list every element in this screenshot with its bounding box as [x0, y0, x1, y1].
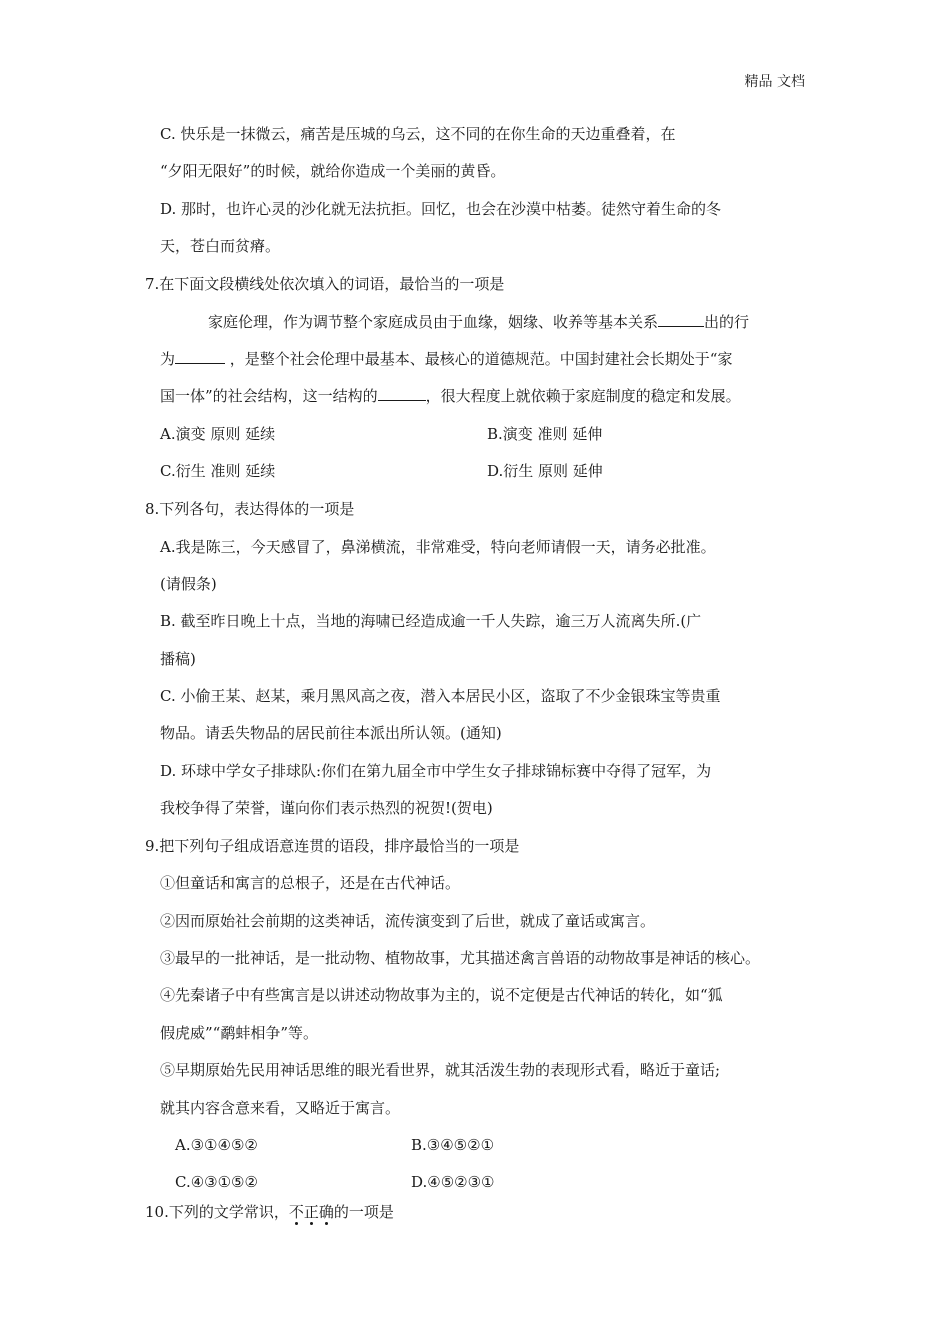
q7-passage-text: ，是整个社会伦理中最基本、最核心的道德规范。中国封建社会长期处于“家 — [229, 350, 733, 368]
q7-passage-text: 国一体”的社会结构，这一结构的 — [160, 387, 378, 405]
q7-passage-line1 — [208, 312, 749, 332]
q9-sentence-5-line2: 就其内容含意来看，又略近于寓言。 — [160, 1099, 401, 1117]
q7-passage-text: 家庭伦理，作为调节整个家庭成员由于血缘，姻缘、收养等基本关系 — [208, 313, 659, 331]
q7-option-b: B.演变 准则 延伸 — [487, 425, 603, 443]
q7-passage-text: 出的行 — [704, 313, 750, 331]
q8-option-a-line1: A.我是陈三，今天感冒了，鼻涕横流，非常难受，特向老师请假一天，请务必批准。 — [160, 538, 716, 556]
q6-option-c-line1: C. 快乐是一抹微云，痛苦是压城的乌云，这不同的在你生命的天边重叠着，在 — [160, 125, 676, 143]
q9-option-b: B.③④⑤②① — [411, 1136, 495, 1154]
q8-option-d-line2: 我校争得了荣誉，谨向你们表示热烈的祝贺!(贺电) — [160, 799, 493, 817]
q9-sentence-5-line1: ⑤早期原始先民用神话思维的眼光看世界，就其活泼生勃的表现形式看，略近于童话; — [160, 1061, 721, 1079]
q9-sentence-4-line1: ④先秦诸子中有些寓言是以讲述动物故事为主的，说不定便是古代神话的转化，如“狐 — [160, 986, 723, 1004]
q7-passage-line3 — [160, 386, 741, 406]
q10-stem-text: 10.下列的文学常识， — [145, 1203, 289, 1221]
q9-sentence-2: ②因而原始社会前期的这类神话，流传演变到了后世，就成了童话或寓言。 — [160, 912, 656, 930]
q9-option-c: C.④③①⑤② — [175, 1173, 258, 1191]
q8-option-c-line1: C. 小偷王某、赵某，乘月黑风高之夜，潜入本居民小区，盗取了不少金银珠宝等贵重 — [160, 687, 721, 705]
fill-blank-3 — [378, 386, 426, 401]
q9-sentence-1: ①但童话和寓言的总根子，还是在古代神话。 — [160, 874, 461, 892]
q7-option-c: C.衍生 准则 延续 — [160, 462, 276, 480]
q7-option-d: D.衍生 原则 延伸 — [487, 462, 603, 480]
fill-blank-1 — [658, 312, 704, 327]
q8-option-a-line2: (请假条) — [160, 575, 217, 593]
q9-stem: 9.把下列句子组成语意连贯的语段，排序最恰当的一项是 — [145, 837, 520, 855]
page-header: 精品 文档 — [744, 74, 805, 90]
q9-option-d: D.④⑤②③① — [411, 1173, 495, 1191]
q10-stem — [145, 1202, 394, 1222]
q6-option-c-line2: “夕阳无限好”的时候，就给你造成一个美丽的黄昏。 — [160, 162, 506, 180]
q8-option-b-line2: 播稿) — [160, 650, 196, 668]
emphasis-text: 不正确 — [289, 1202, 334, 1222]
q9-sentence-4-line2: 假虎威”“鹬蚌相争”等。 — [160, 1024, 319, 1042]
q8-stem: 8.下列各句，表达得体的一项是 — [145, 500, 355, 518]
q7-option-a: A.演变 原则 延续 — [160, 425, 276, 443]
q7-passage-text: ，很大程度上就依赖于家庭制度的稳定和发展。 — [425, 387, 741, 405]
q10-stem-text: 的一项是 — [333, 1203, 394, 1221]
q6-option-d-line2: 天，苍白而贫瘠。 — [160, 237, 281, 255]
q7-passage-line2 — [160, 349, 732, 369]
q8-option-d-line1: D. 环球中学女子排球队:你们在第九届全市中学生女子排球锦标赛中夺得了冠军，为 — [160, 762, 712, 780]
fill-blank-2 — [175, 349, 225, 364]
emphasis-dots — [289, 1222, 334, 1228]
q9-option-a: A.③①④⑤② — [175, 1136, 258, 1154]
q9-sentence-3: ③最早的一批神话，是一批动物、植物故事，尤其描述禽言兽语的动物故事是神话的核心。 — [160, 949, 761, 967]
q6-option-d-line1: D. 那时，也许心灵的沙化就无法抗拒。回忆，也会在沙漠中枯萎。徒然守着生命的冬 — [160, 200, 722, 218]
q7-stem: 7.在下面文段横线处依次填入的词语，最恰当的一项是 — [145, 275, 505, 293]
q7-passage-text: 为 — [160, 350, 176, 368]
q8-option-b-line1: B. 截至昨日晚上十点，当地的海啸已经造成逾一千人失踪，逾三万人流离失所.(广 — [160, 612, 702, 630]
q8-option-c-line2: 物品。请丢失物品的居民前往本派出所认领。(通知) — [160, 724, 502, 742]
